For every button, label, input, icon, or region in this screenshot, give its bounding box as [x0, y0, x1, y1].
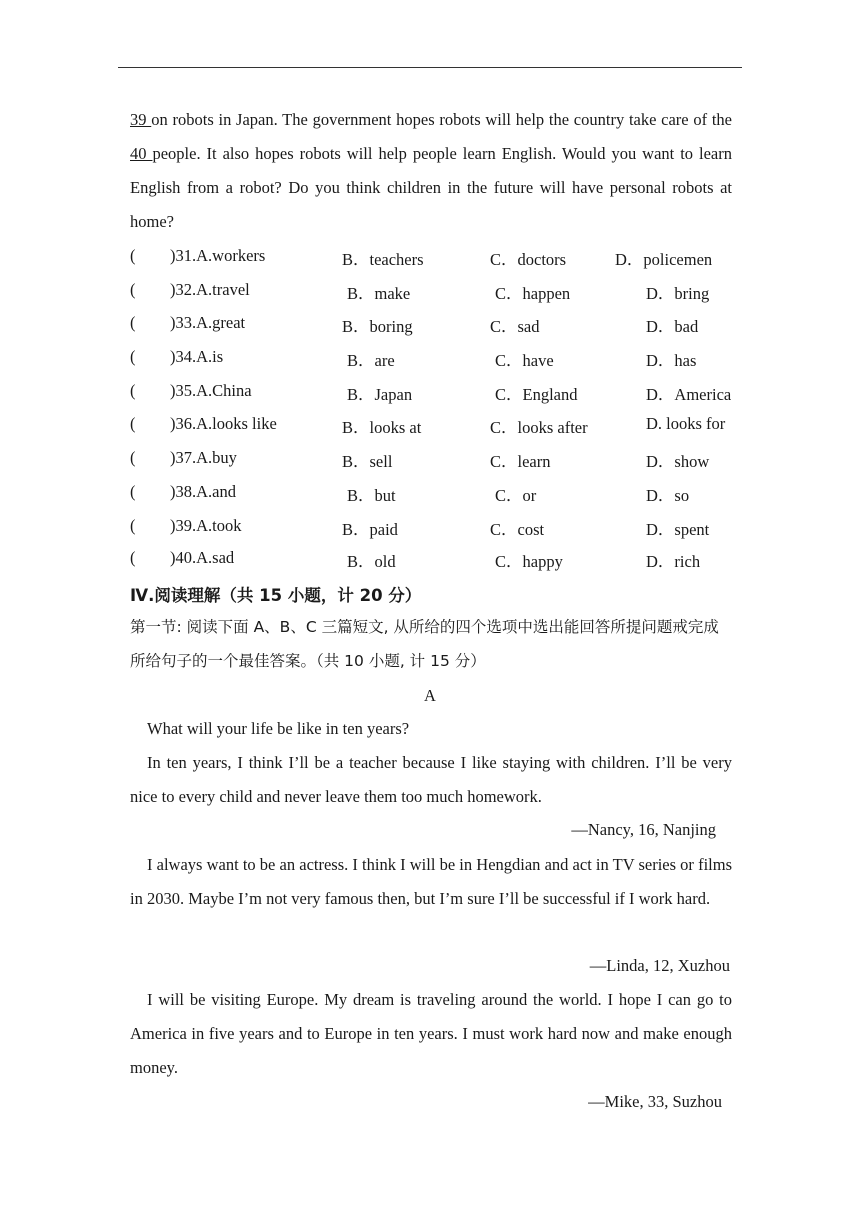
- question-38-option-d: D．so: [646, 486, 690, 505]
- question-37-option-d: D．show: [646, 452, 710, 471]
- question-33-option-b: B．boring: [342, 317, 413, 336]
- signature-linda: —Linda, 12, Xuzhou: [589, 956, 730, 975]
- passage-label: A: [424, 686, 436, 705]
- signature-mike: —Mike, 33, Suzhou: [588, 1092, 722, 1111]
- question-37-option-c: C．learn: [490, 452, 551, 471]
- blank-40: 40: [130, 144, 153, 163]
- question-34-option-c: C．have: [495, 351, 554, 370]
- passage-a-paragraph-2: I always want to be an actress. I think I will be in Hengdian and act in TV series or films in 2030. Maybe I’m not very famous then, but I’m sure I’ll be successful if I work hard.: [130, 855, 732, 908]
- passage-text-2: people. It also hopes robots will help people learn English. Would you want to learn English from a robot? Do you think children in the future will have personal robots at home?: [130, 144, 732, 231]
- passage-a-paragraph-1: In ten years, I think I’ll be a teacher because I like staying with children. I’ll be very nice to every child and never leave them too much homework.: [130, 753, 732, 806]
- question-32-option-a: )32.A.travel: [170, 280, 250, 299]
- signature-nancy: —Nancy, 16, Nanjing: [571, 820, 716, 839]
- question-38-answer-paren: (: [130, 482, 136, 501]
- question-38-option-c: C．or: [495, 486, 537, 505]
- question-31-option-a: )31.A.workers: [170, 246, 266, 265]
- question-36-option-c: C．looks after: [490, 418, 588, 437]
- header-rule: [118, 67, 742, 68]
- passage-continuation: [130, 103, 732, 239]
- question-40-option-b: B．old: [347, 552, 396, 571]
- question-35-option-c: C．England: [495, 385, 578, 404]
- question-35-option-a: )35.A.China: [170, 381, 252, 400]
- question-32-option-b: B．make: [347, 284, 411, 303]
- question-39-option-a: )39.A.took: [170, 516, 242, 535]
- question-34-answer-paren: (: [130, 347, 136, 366]
- question-36-option-d: D. looks for: [646, 414, 726, 433]
- question-37-answer-paren: (: [130, 448, 136, 467]
- question-35-option-d: D．America: [646, 385, 732, 404]
- question-34-option-d: D．has: [646, 351, 697, 370]
- question-40-option-d: D．rich: [646, 552, 701, 571]
- question-39-option-b: B．paid: [342, 520, 398, 539]
- passage-text-1: on robots in Japan. The government hopes robots will help the country take care of the: [151, 110, 733, 129]
- question-35-answer-paren: (: [130, 381, 136, 400]
- question-31-option-c: C．doctors: [490, 250, 567, 269]
- passage-a-intro: What will your life be like in ten years?: [147, 719, 410, 738]
- question-33-option-a: )33.A.great: [170, 313, 246, 332]
- question-34-option-a: )34.A.is: [170, 347, 224, 366]
- question-33-answer-paren: (: [130, 313, 136, 332]
- question-34-option-b: B．are: [347, 351, 395, 370]
- passage-a-paragraph-3: I will be visiting Europe. My dream is traveling around the world. I hope I can go to America in five years and to Europe in ten years. I must work hard now and make enough money.: [130, 990, 732, 1077]
- question-40-option-c: C．happy: [495, 552, 563, 571]
- question-35-option-b: B．Japan: [347, 385, 413, 404]
- question-37-option-a: )37.A.buy: [170, 448, 237, 467]
- question-32-option-c: C．happen: [495, 284, 571, 303]
- question-39-option-d: D．spent: [646, 520, 710, 539]
- question-33-option-d: D．bad: [646, 317, 699, 336]
- question-37-option-b: B．sell: [342, 452, 393, 471]
- question-36-option-b: B．looks at: [342, 418, 422, 437]
- question-31-option-b: B．teachers: [342, 250, 424, 269]
- question-36-answer-paren: (: [130, 414, 136, 433]
- question-36-option-a: )36.A.looks like: [170, 414, 277, 433]
- question-40-option-a: )40.A.sad: [170, 548, 235, 567]
- question-39-option-c: C．cost: [490, 520, 545, 539]
- question-31-answer-paren: (: [130, 246, 136, 265]
- question-32-answer-paren: (: [130, 280, 136, 299]
- blank-39: 39: [130, 110, 152, 129]
- question-40-answer-paren: (: [130, 548, 136, 567]
- section-instructions: 第一节: 阅读下面 A、B、C 三篇短文, 从所给的四个选项中选出能回答所提问题戒完成所给句子的一个最佳答案。（共 10 小题, 计 15 分）: [130, 618, 719, 670]
- question-39-answer-paren: (: [130, 516, 136, 535]
- question-33-option-c: C．sad: [490, 317, 540, 336]
- question-38-option-b: B．but: [347, 486, 396, 505]
- question-31-option-d: D．policemen: [615, 250, 713, 269]
- question-32-option-d: D．bring: [646, 284, 710, 303]
- section-heading: Ⅳ.阅读理解（共 15 小题，计 20 分）: [130, 586, 422, 605]
- question-38-option-a: )38.A.and: [170, 482, 236, 501]
